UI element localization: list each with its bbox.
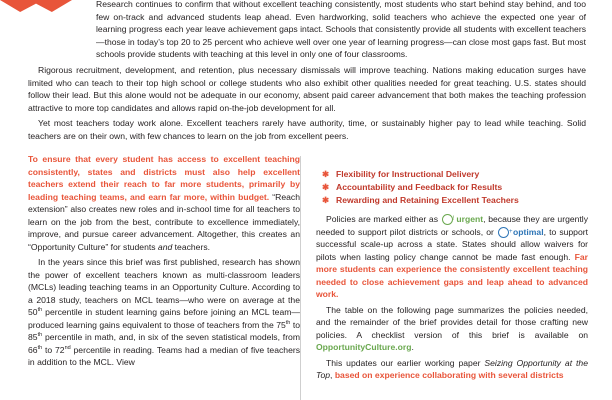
p2-e: to 72 (42, 344, 65, 355)
r1-b: , because they are urgently needed to support pilot districts or schools, or (316, 214, 589, 237)
column-divider (300, 156, 301, 400)
urgent-icon: ! (442, 214, 453, 225)
list-item (316, 168, 588, 181)
left-paragraph-1-text: “Reach extension” also creates new roles and in-school time for all teachers to learn on the job from the best, contribute to excellence immediately, improve, and pursue career advancement. Altogether, this creates an “Opportunity Culture” for students (28, 191, 300, 252)
right-paragraph-2 (316, 304, 588, 354)
optimal-label: optimal (513, 226, 544, 237)
r1-c: , to support successful scale-up across a state. States should allow waivers for pilots when lasting policy change cannot be made fast enough. (316, 226, 588, 262)
intro-section (28, 0, 586, 146)
r1-a: Policies are marked either as (326, 214, 441, 224)
policy-area-list (316, 168, 588, 207)
left-paragraph-2 (28, 256, 300, 369)
intro-paragraph-2: Rigorous recruitment, development, and retention, plus necessary dismissals will improve teaching. Nations making education surges have limited who can teach to their top high school or college students who also exhibit other qualities needed for great teaching. U.S. states should follow their lead. But this alone would not be adequate in our economy, absent paid career advancement that both makes the teaching profession attractive to more top candidates and allows rapid on-the-job development for all. (28, 64, 586, 113)
list-item (316, 194, 588, 207)
key-statement-highlight: To ensure that every student has access to excellent teaching consistently, states and districts must also help excellent teachers extend their reach to far more students, primarily by leading teaching teams, and earn far more, within budget. (28, 154, 300, 202)
list-item-label: Accountability and Feedback for Results (336, 182, 503, 192)
right-highlight-statement: Far more students can experience the consistently excellent teaching needed to close achievement gaps and leap ahead to advanced work. (316, 251, 588, 299)
r3-a: This updates our earlier working paper (326, 357, 485, 368)
intro-paragraph-3: Yet most teachers today work alone. Excellent teachers rarely have authority, time, or sustainably higher pay to lead while teaching. Solid teachers are on their own, with few chances to learn on the job from excellent peers. (28, 118, 586, 141)
p2-b: percentile in student learning gains before joining an MCL team—produced learning gains equivalent to those of teachers from the 75 (28, 307, 300, 330)
p2-sup1: th (37, 307, 43, 314)
p2-sup2: th (285, 319, 291, 326)
list-item-label: Flexibility for Instructional Delivery (336, 169, 480, 179)
right-paragraph-3 (316, 357, 588, 382)
urgent-label: urgent (456, 214, 484, 224)
p2-c: to 85 (28, 319, 300, 342)
right-column (316, 168, 588, 385)
intro-paragraph-1: Research continues to confirm that without excellent teaching consistently, most students who start behind stay behind, and too few on-track and advanced students leap ahead. Even hardworking, solid teachers who achieve the expected one year of learning progress each year leave achievement gaps intact. Schools that consistently provide all students with excellent teachers—those in today’s top 20 to 25 percent who achieve well over one year of learning progress—can close most gaps fast. But most schools provide students with teaching at this level in only one of four classrooms. (96, 0, 586, 60)
asterisk-bullet-icon: ✱ (322, 182, 330, 192)
p2-f: percentile in reading. (70, 344, 155, 355)
left-column (28, 153, 300, 372)
opportunity-culture-link[interactable]: OpportunityCulture.org (316, 342, 412, 352)
p2-sup5: nd (64, 344, 71, 351)
r3-b: , (330, 370, 335, 380)
left-paragraph-1 (28, 153, 300, 253)
p2-d: percentile in math, and, in six of the seven statistical models, from 66 (28, 332, 300, 355)
p2-sup4: th (37, 344, 43, 351)
left-paragraph-1-end: teachers. (172, 241, 211, 252)
asterisk-bullet-icon: ✱ (322, 195, 330, 205)
right-paragraph-1 (316, 213, 588, 301)
r3-highlight: based on experience collaborating with several districts (334, 370, 564, 380)
p2-sup3: th (37, 332, 43, 339)
asterisk-bullet-icon: ✱ (322, 169, 330, 179)
p2-g: Teams had a median of five teachers in addition to the MCL. View (28, 344, 301, 367)
list-item-label: Rewarding and Retaining Excellent Teachers (336, 195, 519, 205)
list-item (316, 181, 588, 194)
optimal-icon: + (498, 227, 509, 238)
paper-title: Seizing Opportunity at the Top (316, 357, 588, 380)
left-paragraph-1-emphasis: and (157, 241, 173, 252)
r2-a: The table on the following page summarizes the policies needed, and the remainder of the brief provides detail for those crafting new policies. A checklist version of this brief is available on (316, 304, 588, 340)
r2-b: . (411, 342, 414, 352)
p2-a: In the years since this brief was first published, research has shown the power of excellent teachers known as multi-classroom leaders (MCLs) leading teaching teams in an Opportunity Culture. According to a 2018 study, teachers on MCL teams—who were on average at the 50 (28, 257, 300, 317)
